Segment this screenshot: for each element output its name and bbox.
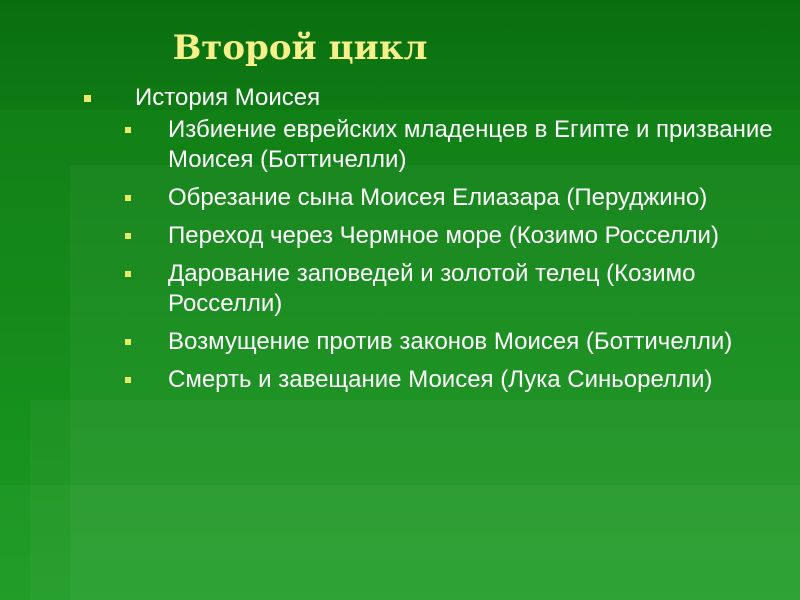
slide-title: Второй цикл — [172, 28, 428, 68]
list-item — [125, 365, 785, 395]
topic-line — [84, 84, 320, 112]
square-bullet-icon — [125, 271, 131, 277]
topic-label: История Моисея — [135, 84, 321, 111]
list-item-text: Дарование заповедей и золотой телец (Козимо Росселли) — [168, 260, 696, 317]
list-item — [125, 221, 785, 251]
square-bullet-icon — [125, 339, 131, 345]
square-bullet-icon — [125, 377, 131, 383]
list-item-text: Смерть и завещание Моисея (Лука Синьорелли) — [168, 366, 713, 393]
square-bullet-icon — [84, 95, 91, 102]
list-item — [125, 259, 785, 319]
square-bullet-icon — [125, 127, 131, 133]
list-item-text: Переход через Чермное море (Козимо Росселли) — [168, 222, 719, 249]
list-item — [125, 183, 785, 213]
background-panel — [0, 485, 800, 600]
square-bullet-icon — [125, 233, 131, 239]
list-item — [125, 327, 785, 357]
list-item-text: Обрезание сына Моисея Елиазара (Перуджино) — [168, 184, 708, 211]
list-item — [125, 115, 785, 175]
square-bullet-icon — [125, 195, 131, 201]
fresco-list — [125, 115, 785, 403]
list-item-text: Возмущение против законов Моисея (Боттичелли) — [168, 328, 733, 355]
list-item-text: Избиение еврейских младенцев в Египте и призвание Моисея (Боттичелли) — [168, 116, 773, 173]
